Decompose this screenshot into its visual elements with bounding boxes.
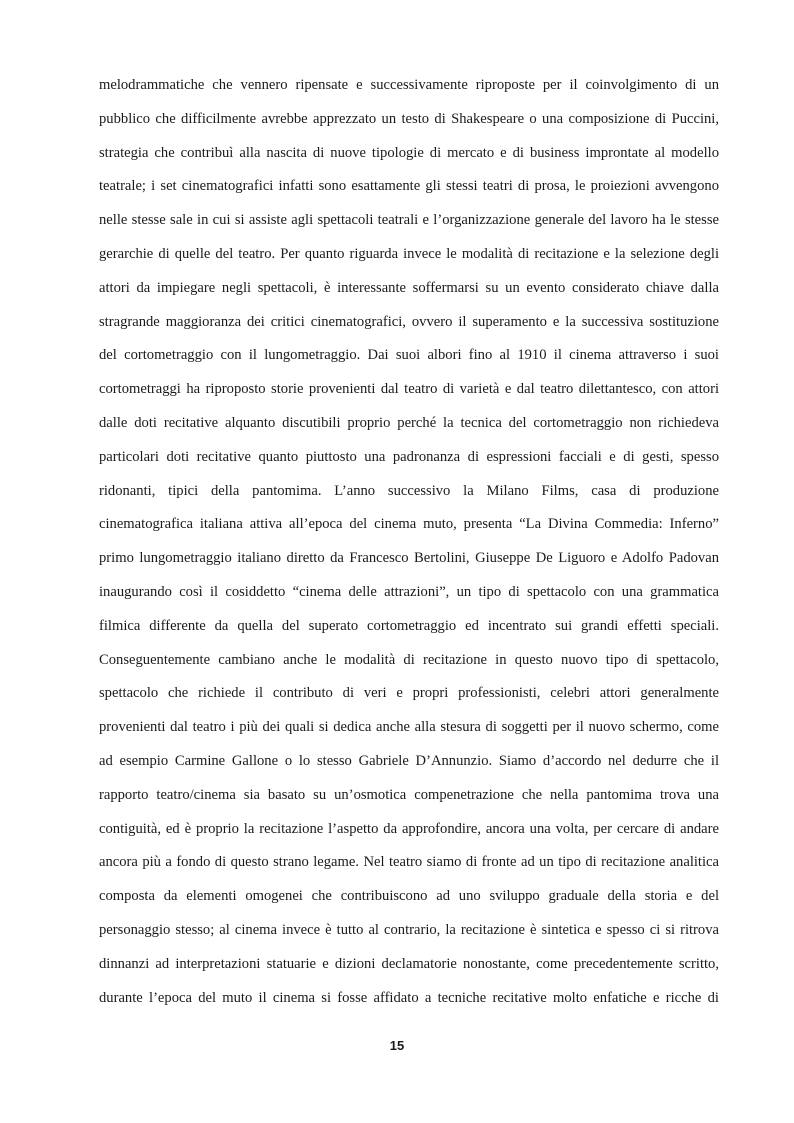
text-line: filmica differente da quella del superato cortometraggio ed incentrato sui grandi effetti speciali. [99, 617, 719, 634]
page-number: 15 [389, 1038, 405, 1053]
body-text [99, 69, 719, 1015]
text-line: rapporto teatro/cinema sia basato su un’osmotica compenetrazione che nella pantomima trova una [99, 786, 719, 803]
text-line: cortometraggi ha riproposto storie provenienti dal teatro di varietà e dal teatro dilettantesco, con attori [99, 381, 719, 398]
text-line: attori da impiegare negli spettacoli, è interessante soffermarsi su un evento considerato chiave dalla [99, 279, 719, 296]
text-line: dinnanzi ad interpretazioni statuarie e dizioni declamatorie nonostante, come precedentemente scritto, [99, 955, 719, 972]
text-line: provenienti dal teatro i più dei quali si dedica anche alla stesura di soggetti per il nuovo schermo, come [99, 719, 719, 736]
text-line: teatrale; i set cinematografici infatti sono esattamente gli stessi teatri di prosa, le proiezioni avvengono [99, 178, 719, 195]
text-line: ancora più a fondo di questo strano legame. Nel teatro siamo di fronte ad un tipo di recitazione analitica [99, 854, 719, 871]
text-line: dalle doti recitative alquanto discutibili proprio perché la tecnica del cortometraggio non richiedeva [99, 414, 719, 431]
text-line: stragrande maggioranza dei critici cinematografici, ovvero il superamento e la successiva sostituzione [99, 313, 719, 330]
text-line: Conseguentemente cambiano anche le modalità di recitazione in questo nuovo tipo di spettacolo, [99, 651, 719, 668]
text-line: primo lungometraggio italiano diretto da Francesco Bertolini, Giuseppe De Liguoro e Adolfo Padovan [99, 550, 719, 567]
text-line: contiguità, ed è proprio la recitazione l’aspetto da approfondire, ancora una volta, per cercare di andare [99, 820, 719, 837]
text-line: gerarchie di quelle del teatro. Per quanto riguarda invece le modalità di recitazione e la selezione degli [99, 245, 719, 262]
text-line: inaugurando così il cosiddetto “cinema delle attrazioni”, un tipo di spettacolo con una grammatica [99, 583, 719, 600]
text-line: spettacolo che richiede il contributo di veri e propri professionisti, celebri attori generalmente [99, 685, 719, 702]
text-line: particolari doti recitative quanto piuttosto una padronanza di espressioni facciali e di gesti, spesso [99, 448, 719, 465]
text-line: pubblico che difficilmente avrebbe apprezzato un testo di Shakespeare o una composizione di Puccini, [99, 110, 719, 127]
text-line: composta da elementi omogenei che contribuiscono ad uno sviluppo graduale della storia e del [99, 888, 719, 905]
text-line: ridonanti, tipici della pantomima. L’anno successivo la Milano Films, casa di produzione [99, 482, 719, 499]
text-line: ad esempio Carmine Gallone o lo stesso Gabriele D’Annunzio. Siamo d’accordo nel dedurre che il [99, 752, 719, 769]
text-line: durante l’epoca del muto il cinema si fosse affidato a tecniche recitative molto enfatiche e ricche di [99, 989, 719, 1006]
text-line: nelle stesse sale in cui si assiste agli spettacoli teatrali e l’organizzazione generale del lavoro ha le stesse [99, 212, 719, 229]
text-line: melodrammatiche che vennero ripensate e successivamente riproposte per il coinvolgimento di un [99, 77, 719, 93]
text-line: strategia che contribuì alla nascita di nuove tipologie di mercato e di business improntate al modello [99, 144, 719, 161]
text-line: personaggio stesso; al cinema invece è tutto al contrario, la recitazione è sintetica e spesso ci si ritrova [99, 921, 719, 938]
text-line: cinematografica italiana attiva all’epoca del cinema muto, presenta “La Divina Commedia: Inferno” [99, 516, 719, 533]
text-line: del cortometraggio con il lungometraggio. Dai suoi albori fino al 1910 il cinema attraverso i suoi [99, 347, 719, 364]
